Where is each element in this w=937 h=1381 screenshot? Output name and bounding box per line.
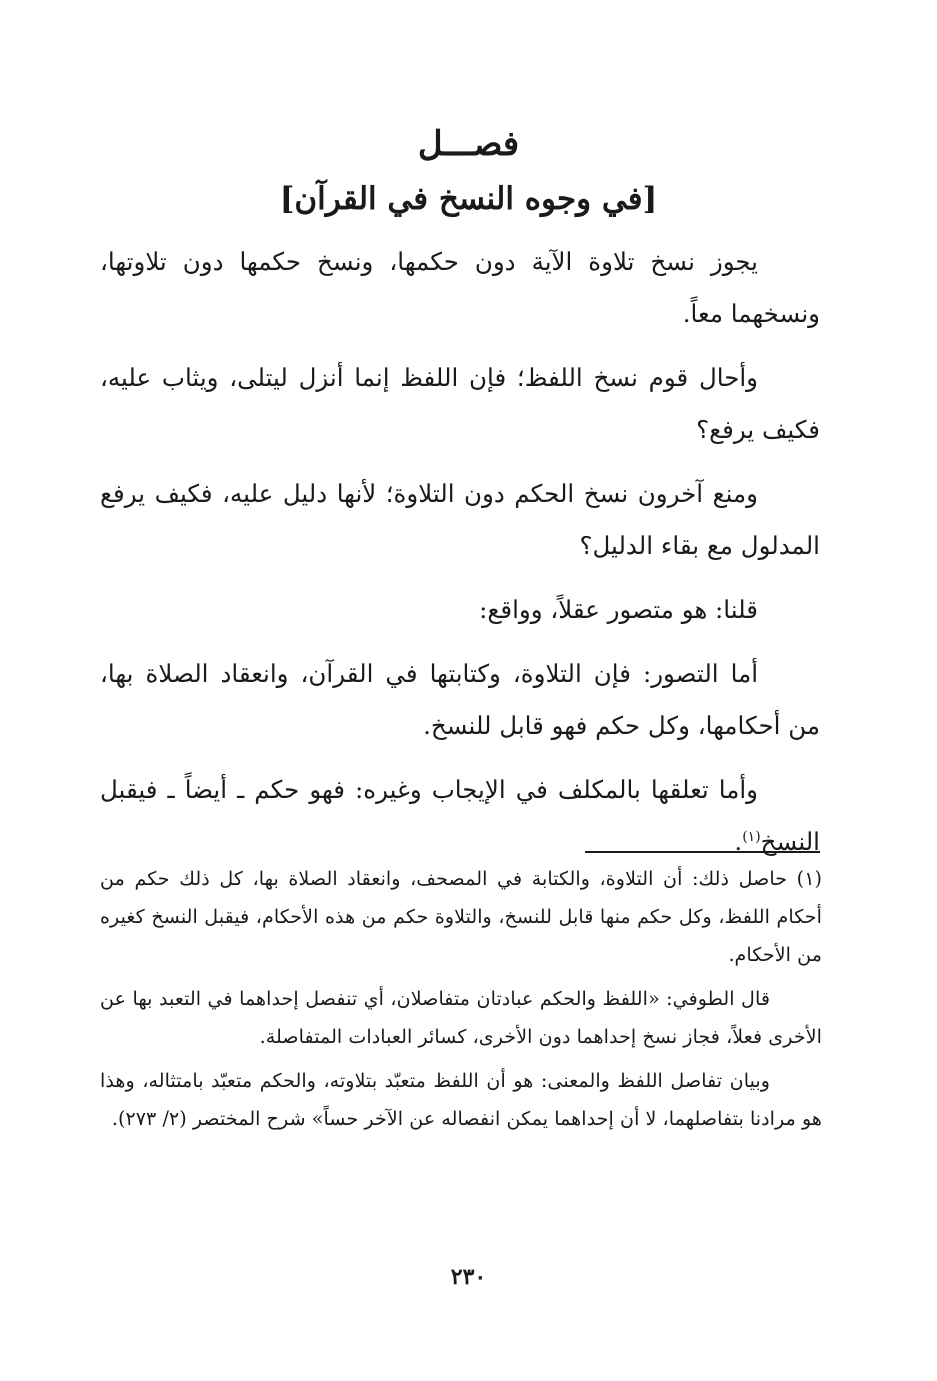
chapter-title: فصـــل bbox=[417, 124, 520, 164]
footnote-quote: قال الطوفي: «اللفظ والحكم عبادتان متفاصلان، أي تنفصل إحداهما في التعبد بها عن الأخرى فعلاً، فجاز نسخ إحداهما دون الأخرى، كسائر العبادات المتفاصلة. bbox=[100, 987, 822, 1048]
footnote-reference[interactable]: (١) bbox=[742, 828, 761, 845]
footnotes bbox=[100, 860, 822, 1144]
footnote-1: (١) حاصل ذلك: أن التلاوة، والكتابة في المصحف، وانعقاد الصلاة بها، كل ذلك حكم من أحكام اللفظ، وكل حكم منها قابل للنسخ، والتلاوة حكم من هذه الأحكام، فيقبل النسخ كغيره من الأحكام. bbox=[100, 867, 822, 966]
main-text bbox=[100, 236, 820, 868]
page-number: ٢٣٠ bbox=[450, 1264, 487, 1290]
paragraph: ومنع آخرون نسخ الحكم دون التلاوة؛ لأنها دليل عليه، فكيف يرفع المدلول مع بقاء الدليل؟ bbox=[100, 479, 820, 560]
footnote-divider bbox=[585, 851, 820, 853]
footnote-quote-continued: وبيان تفاصل اللفظ والمعنى: هو أن اللفظ متعبّد بتلاوته، والحكم متعبّد بامتثاله، وهذا هو مرادنا بتفاصلهما، لا أن إحداهما يمكن انفصاله عن الآخر حساً» شرح المختصر (٢/ ٢٧٣). bbox=[100, 1069, 822, 1130]
paragraph-text: وأما تعلقها بالمكلف في الإيجاب وغيره: فهو حكم ـ أيضاً ـ فيقبل النسخ bbox=[100, 775, 820, 856]
paragraph: يجوز نسخ تلاوة الآية دون حكمها، ونسخ حكمها دون تلاوتها، ونسخهما معاً. bbox=[100, 247, 820, 328]
paragraph-end-punctuation: . bbox=[734, 827, 743, 856]
paragraph: قلنا: هو متصور عقلاً، وواقع: bbox=[479, 595, 758, 624]
chapter-subtitle: [في وجوه النسخ في القرآن] bbox=[279, 181, 658, 217]
paragraph: وأحال قوم نسخ اللفظ؛ فإن اللفظ إنما أنزل ليتلى، ويثاب عليه، فكيف يرفع؟ bbox=[100, 363, 820, 444]
paragraph: أما التصور: فإن التلاوة، وكتابتها في القرآن، وانعقاد الصلاة بها، من أحكامها، وكل حكم فهو قابل للنسخ. bbox=[100, 659, 820, 740]
